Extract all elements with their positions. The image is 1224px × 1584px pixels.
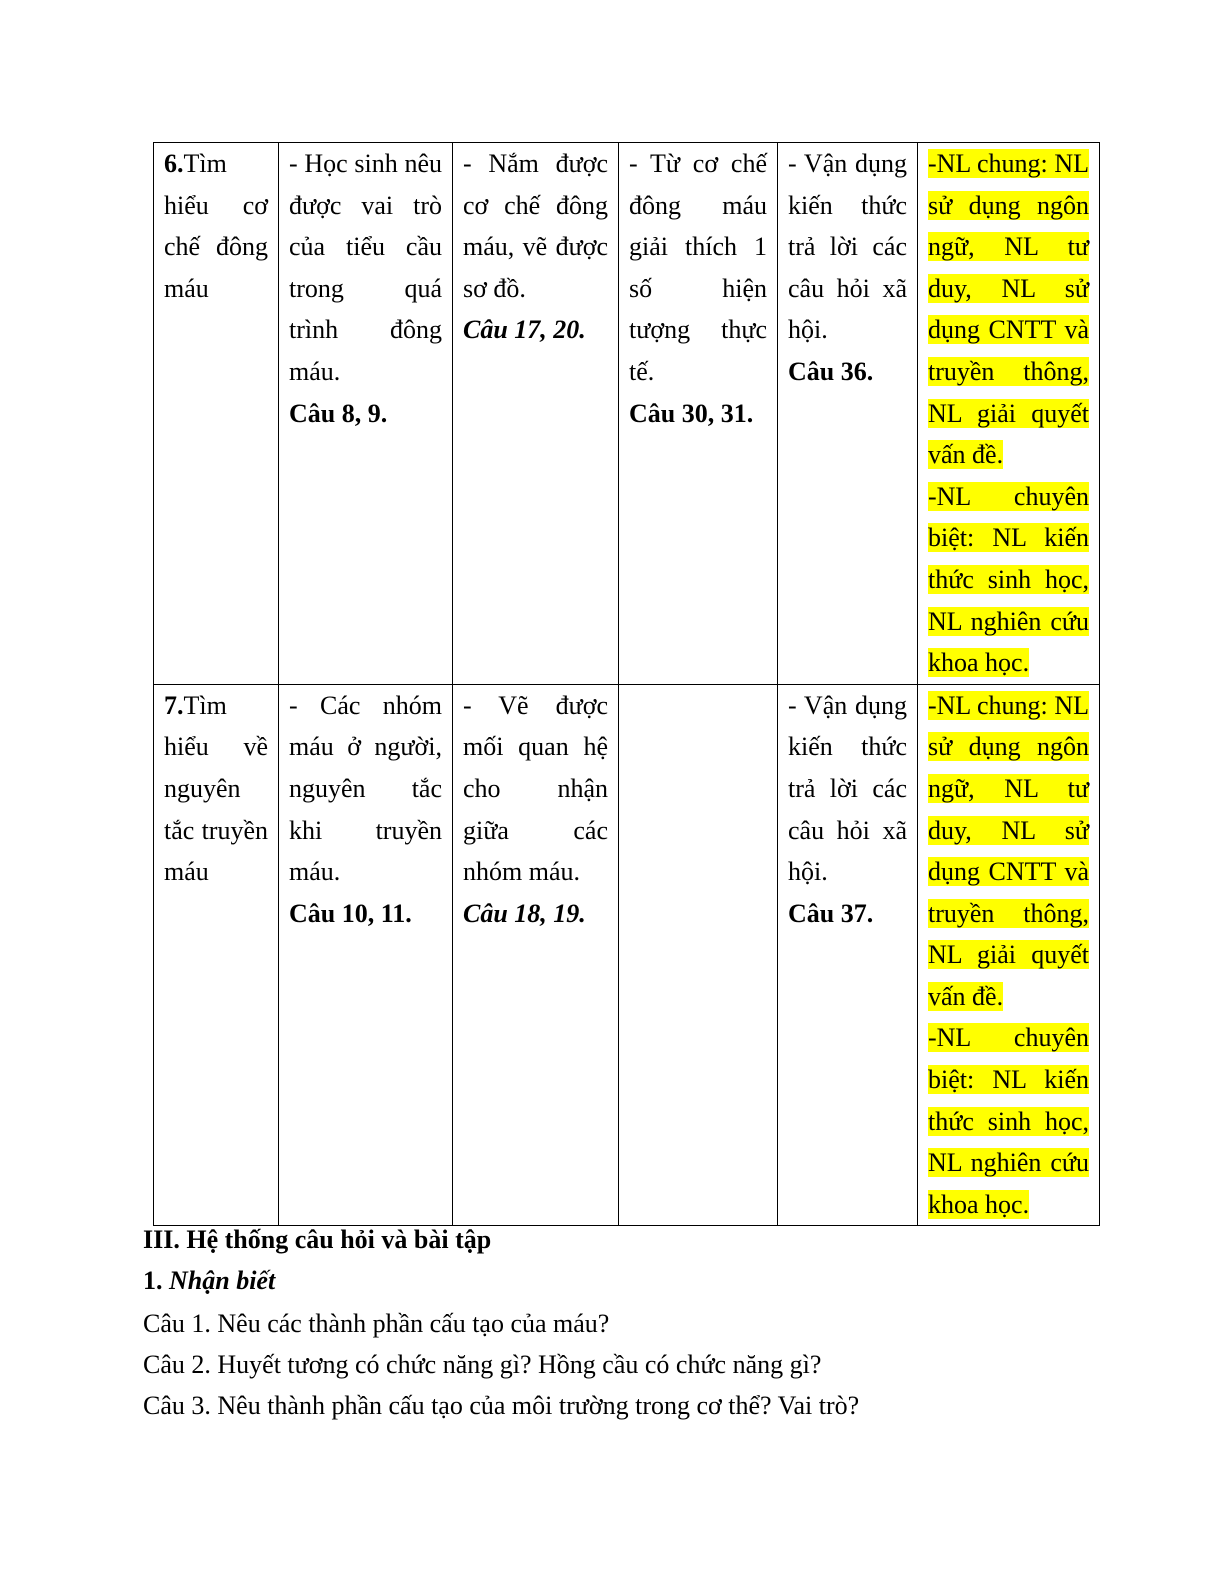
level-1-ref: Câu 8, 9. bbox=[289, 398, 388, 428]
question-item: Câu 3. Nêu thành phần cấu tạo của môi trường trong cơ thể? Vai trò? bbox=[143, 1391, 860, 1420]
level-1-text: - Các nhóm máu ở người, nguyên tắc khi truyền máu. bbox=[289, 690, 442, 887]
topic-text: Tìm hiểu cơ chế đông máu bbox=[164, 149, 268, 303]
question-item: Câu 1. Nêu các thành phần cấu tạo của máu? bbox=[143, 1309, 610, 1338]
level-2-ref: Câu 18, 19. bbox=[463, 898, 586, 928]
level-1-text: - Học sinh nêu được vai trò của tiểu cầu trong quá trình đông máu. bbox=[289, 149, 442, 386]
level-2-text: - Vẽ được mối quan hệ cho nhận giữa các nhóm máu. bbox=[463, 690, 608, 887]
table-row bbox=[154, 684, 1100, 1226]
topic-cell bbox=[154, 684, 279, 1226]
section-title: III. Hệ thống câu hỏi và bài tập bbox=[143, 1225, 492, 1254]
topic-number: 7. bbox=[164, 690, 184, 720]
level-4-text: - Vận dụng kiến thức trả lời các câu hỏi xã hội. bbox=[788, 149, 907, 345]
competency-special: -NL chuyên biệt: NL kiến thức sinh học, NL nghiên cứu khoa học. bbox=[928, 1023, 1089, 1219]
level-1-ref: Câu 10, 11. bbox=[289, 898, 412, 928]
topic-number: 6. bbox=[164, 149, 184, 178]
subsection-number: 1. bbox=[143, 1266, 169, 1295]
competency-cell bbox=[918, 143, 1100, 685]
topic-text: Tìm hiểu về nguyên tắc truyền máu bbox=[164, 690, 268, 887]
level-2-cell bbox=[453, 684, 619, 1226]
competency-table bbox=[153, 142, 1100, 1226]
level-4-ref: Câu 37. bbox=[788, 898, 874, 928]
level-1-cell bbox=[279, 684, 453, 1226]
level-1-cell bbox=[279, 143, 453, 685]
level-4-ref: Câu 36. bbox=[788, 356, 874, 386]
topic-cell bbox=[154, 143, 279, 685]
competency-cell bbox=[918, 684, 1100, 1226]
question-list bbox=[143, 1303, 1103, 1426]
competency-general: -NL chung: NL sử dụng ngôn ngữ, NL tư duy, NL sử dụng CNTT và truyền thông, NL giải quyết vấn đề. bbox=[928, 690, 1089, 1011]
competency-special: -NL chuyên biệt: NL kiến thức sinh học, NL nghiên cứu khoa học. bbox=[928, 481, 1089, 678]
subsection-label: Nhận biết bbox=[169, 1266, 276, 1295]
level-3-ref: Câu 30, 31. bbox=[629, 398, 754, 428]
level-2-text: - Nắm được cơ chế đông máu, vẽ được sơ đồ. bbox=[463, 149, 608, 303]
level-2-ref: Câu 17, 20. bbox=[463, 315, 586, 345]
competency-general: -NL chung: NL sử dụng ngôn ngữ, NL tư duy, NL sử dụng CNTT và truyền thông, NL giải quyết vấn đề. bbox=[928, 149, 1089, 470]
level-3-cell bbox=[619, 684, 778, 1226]
table-row bbox=[154, 143, 1100, 685]
level-4-text: - Vận dụng kiến thức trả lời các câu hỏi xã hội. bbox=[788, 690, 907, 887]
level-4-cell bbox=[778, 684, 918, 1226]
level-3-cell bbox=[619, 143, 778, 685]
subsection-title bbox=[143, 1261, 1103, 1301]
level-3-text: - Từ cơ chế đông máu giải thích 1 số hiện tượng thực tế. bbox=[629, 149, 767, 386]
level-4-cell bbox=[778, 143, 918, 685]
question-item: Câu 2. Huyết tương có chức năng gì? Hồng cầu có chức năng gì? bbox=[143, 1350, 822, 1379]
level-2-cell bbox=[453, 143, 619, 685]
